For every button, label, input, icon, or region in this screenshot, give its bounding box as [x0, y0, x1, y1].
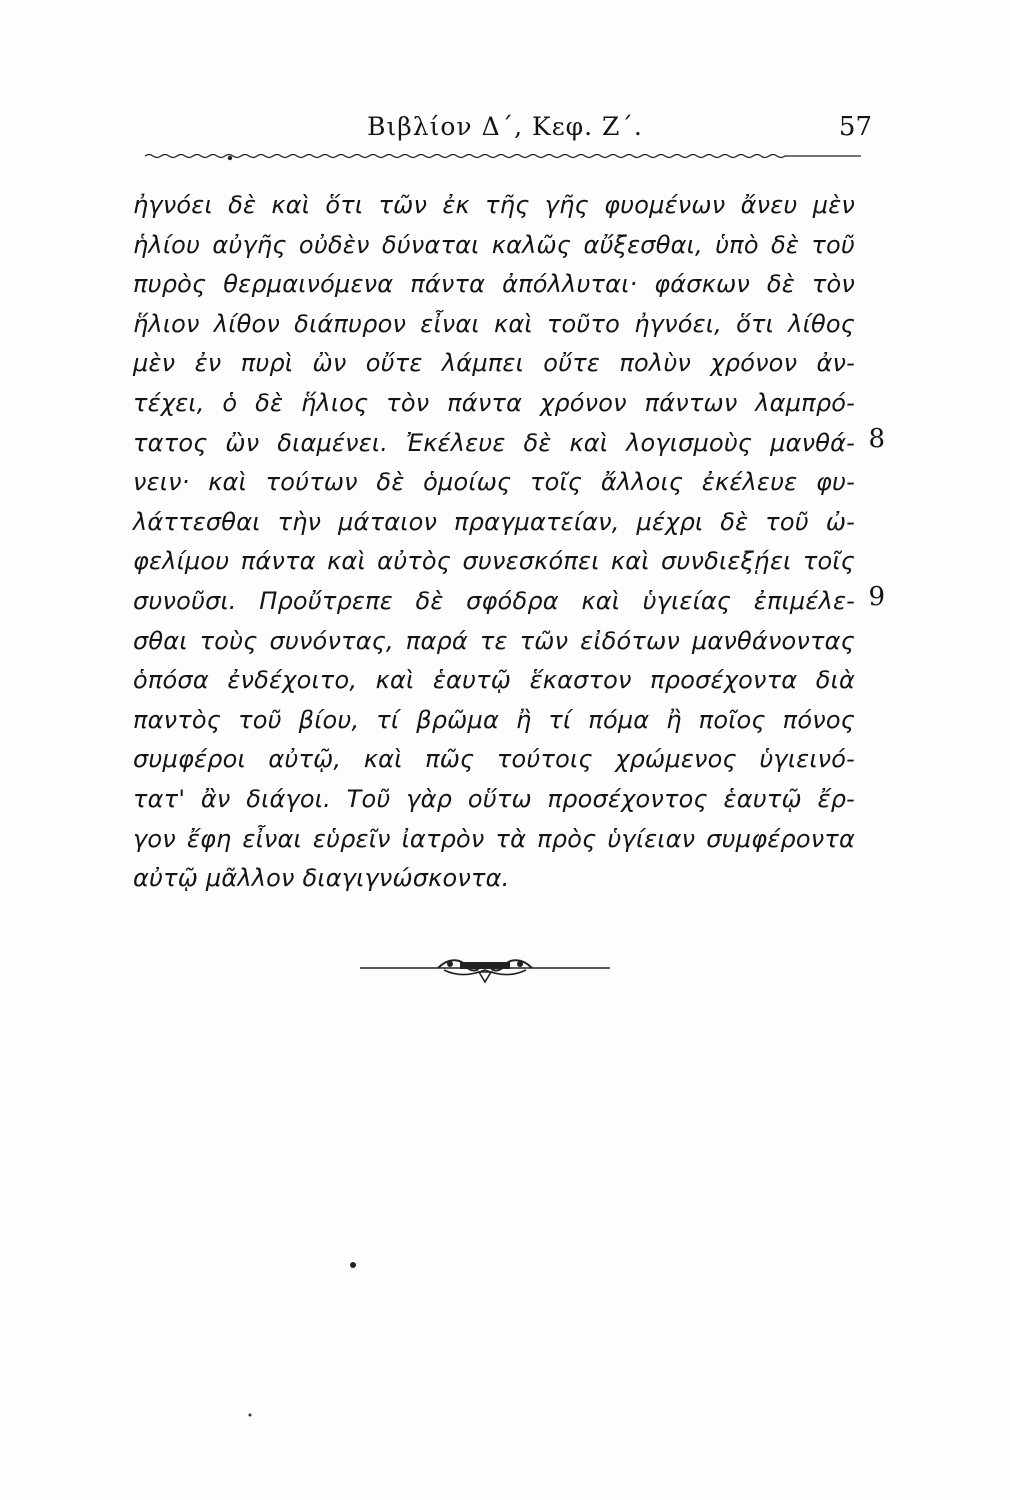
text-line: σθαι τοὺς συνόντας, παρά τε τῶν εἰδότων μανθάνοντας: [133, 626, 855, 655]
page-number: 57: [838, 112, 872, 142]
text-line: ἥλιον λίθον διάπυρον εἶναι καὶ τοῦτο ἠγνόει, ὅτι λίθος: [133, 309, 855, 338]
text-line: φελίμου πάντα καὶ αὐτὸς συνεσκόπει καὶ συνδιεξῄει τοῖς: [133, 547, 855, 576]
text-line: συνοῦσι. Προὔτρεπε δὲ σφόδρα καὶ ὑγιείας ἐπιμέλε-: [133, 586, 855, 615]
text-line: αὐτῷ μᾶλλον διαγιγνώσκοντα.: [133, 864, 510, 893]
text-line: τατος ὢν διαμένει. Ἐκέλευε δὲ καὶ λογισμοὺς μανθά-: [133, 428, 855, 457]
text-line: μὲν ἐν πυρὶ ὢν οὔτε λάμπει οὔτε πολὺν χρόνον ἀν-: [133, 349, 855, 378]
text-line: ἡλίου αὐγῆς οὐδὲν δύναται καλῶς αὔξεσθαι, ὑπὸ δὲ τοῦ: [133, 230, 855, 259]
text-line: τέχει, ὁ δὲ ἥλιος τὸν πάντα χρόνον πάντων λαμπρό-: [133, 388, 855, 417]
text-line: λάττεσθαι τὴν μάταιον πραγματείαν, μέχρι δὲ τοῦ ὠ-: [133, 507, 855, 536]
text-line: πυρὸς θερμαινόμενα πάντα ἀπόλλυται· φάσκων δὲ τὸν: [133, 270, 855, 299]
text-line: νειν· καὶ τούτων δὲ ὁμοίως τοῖς ἄλλοις ἐκέλευε φυ-: [133, 468, 855, 497]
text-line: ἠγνόει δὲ καὶ ὅτι τῶν ἐκ τῆς γῆς φυομένων ἄνευ μὲν: [133, 191, 855, 219]
section-number-9: 9: [868, 582, 885, 612]
text-line: ὁπόσα ἐνδέχοιτο, καὶ ἑαυτῷ ἕκαστον προσέχοντα διὰ: [133, 666, 855, 695]
text-line: γον ἔφη εἶναι εὑρεῖν ἰατρὸν τὰ πρὸς ὑγίειαν συμφέροντα: [133, 824, 855, 853]
running-head: Βιβλίον Δ΄, Κεφ. Ζ΄.: [367, 112, 643, 141]
text-line: τατ' ἂν διάγοι. Τοῦ γὰρ οὕτω προσέχοντος ἑαυτῷ ἔρ-: [133, 784, 855, 813]
text-line: παντὸς τοῦ βίου, τί βρῶμα ἢ τί πόμα ἢ ποῖος πόνος: [133, 705, 855, 734]
section-number-8: 8: [868, 424, 885, 454]
text-line: συμφέροι αὐτῷ, καὶ πῶς τούτοις χρώμενος ὑγιεινό-: [133, 745, 855, 774]
